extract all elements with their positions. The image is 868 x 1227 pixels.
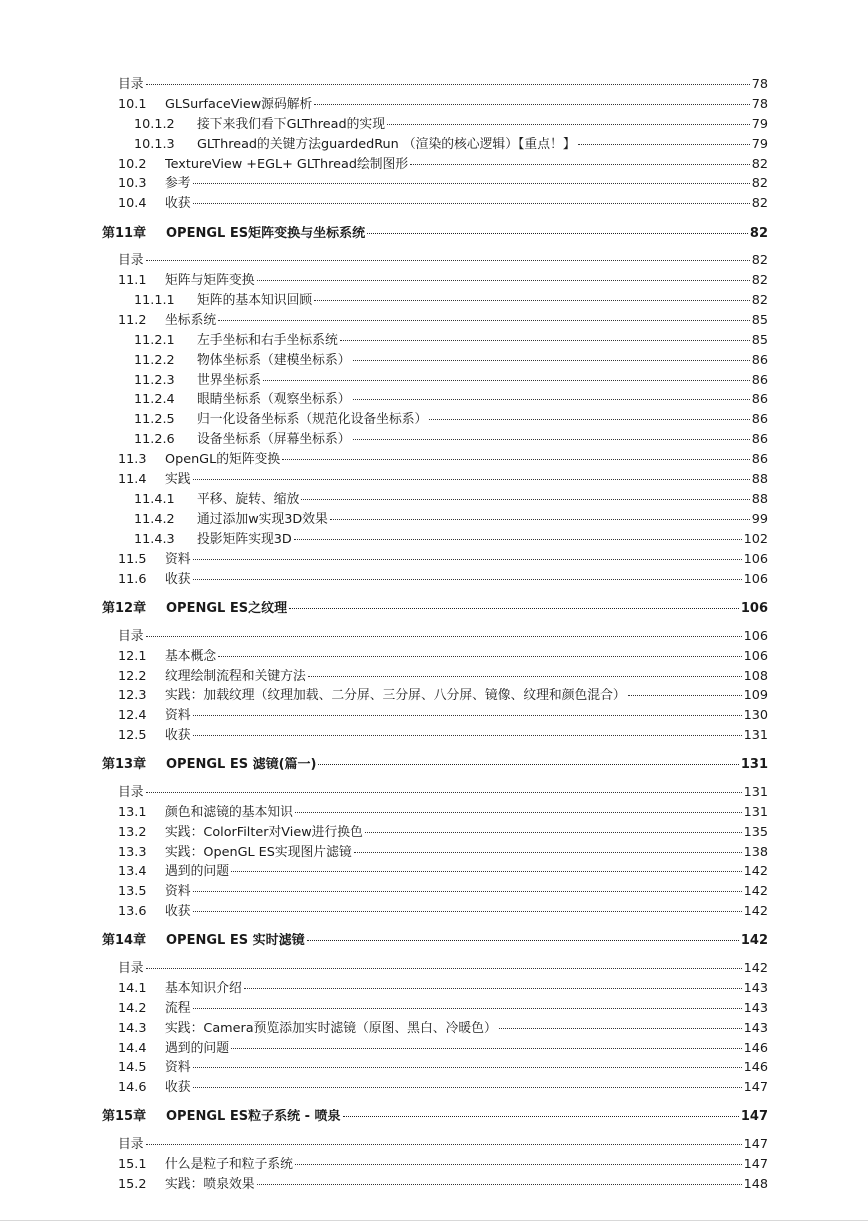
toc-entry-title: 收获 (165, 728, 191, 743)
toc-entry-title: 收获 (165, 572, 191, 587)
toc-entry-page-number: 108 (743, 669, 768, 684)
toc-entry-number: 11.4.3 (134, 532, 175, 547)
toc-entry[interactable] (0, 117, 868, 133)
toc-entry-title: 投影矩阵实现3D (197, 532, 292, 547)
toc-entry-number: 11.1 (118, 273, 147, 288)
toc-entry-title: 遇到的问题 (165, 864, 229, 879)
toc-entry[interactable] (0, 805, 868, 821)
toc-entry[interactable] (0, 572, 868, 588)
dot-leader (231, 871, 742, 872)
toc-entry-page-number: 82 (751, 273, 768, 288)
toc-entry-number: 14.6 (118, 1080, 147, 1095)
toc-entry-page-number: 79 (751, 117, 768, 132)
toc-entry-title: 基本知识介绍 (165, 981, 242, 996)
dot-leader (257, 280, 750, 281)
dot-leader (218, 320, 750, 321)
dot-leader (231, 1048, 742, 1049)
toc-entry-title: GLSurfaceView源码解析 (165, 97, 313, 112)
toc-entry-number: 13.1 (118, 805, 147, 820)
toc-entry-number: 15.1 (118, 1157, 147, 1172)
dot-leader (193, 559, 742, 560)
toc-entry-number: 11.2.5 (134, 412, 175, 427)
toc-entry-number: 11.4.2 (134, 512, 175, 527)
dot-leader (578, 144, 750, 145)
toc-entry[interactable] (0, 273, 868, 289)
toc-entry-page-number: 147 (740, 1109, 768, 1124)
toc-entry-number: 第15章 (102, 1109, 147, 1124)
toc-entry[interactable] (0, 157, 868, 173)
dot-leader (146, 1144, 742, 1145)
dot-leader (314, 104, 749, 105)
dot-leader (193, 1067, 742, 1068)
toc-entry-title: 基本概念 (165, 649, 217, 664)
toc-entry-title: OPENGL ES粒子系统 - 喷泉 (166, 1109, 341, 1124)
toc-entry-title: 目录 (118, 785, 144, 800)
toc-entry-page-number: 102 (743, 532, 768, 547)
dot-leader (193, 715, 742, 716)
toc-entry-number: 11.2.1 (134, 333, 175, 348)
toc-entry-page-number: 85 (751, 333, 768, 348)
dot-leader (146, 636, 742, 637)
dot-leader (244, 988, 742, 989)
toc-entry-page-number: 86 (751, 412, 768, 427)
toc-entry-number: 12.2 (118, 669, 147, 684)
toc-entry-title: 目录 (118, 1137, 144, 1152)
toc-entry-number: 10.1.2 (134, 117, 175, 132)
toc-entry-title: 通过添加w实现3D效果 (197, 512, 328, 527)
toc-entry-title: 什么是粒子和粒子系统 (165, 1157, 293, 1172)
toc-entry-page-number: 106 (740, 601, 768, 616)
toc-entry[interactable] (0, 137, 868, 153)
dot-leader (146, 260, 750, 261)
toc-entry-page-number: 106 (743, 649, 768, 664)
toc-entry-number: 11.3 (118, 452, 147, 467)
toc-entry-number: 14.3 (118, 1021, 147, 1036)
toc-entry-title: 收获 (165, 904, 191, 919)
toc-entry-number: 第12章 (102, 601, 147, 616)
dot-leader (257, 1184, 742, 1185)
dot-leader (343, 1116, 739, 1117)
toc-entry-title: 实践：加载纹理（纹理加载、二分屏、三分屏、八分屏、镜像、纹理和颜色混合） (165, 688, 626, 703)
toc-entry-page-number: 82 (751, 157, 768, 172)
toc-entry-title: 流程 (165, 1001, 191, 1016)
toc-entry-title: 矩阵的基本知识回顾 (197, 293, 313, 308)
toc-entry[interactable] (0, 1041, 868, 1057)
toc-entry-page-number: 86 (751, 373, 768, 388)
toc-entry-title: 目录 (118, 629, 144, 644)
toc-entry-number: 11.2.2 (134, 353, 175, 368)
toc-entry-page-number: 147 (743, 1137, 768, 1152)
toc-entry[interactable] (0, 649, 868, 665)
toc-entry-number: 11.6 (118, 572, 147, 587)
toc-entry-title: 资料 (165, 708, 191, 723)
toc-entry[interactable] (0, 688, 868, 704)
dot-leader (499, 1028, 742, 1029)
toc-entry-page-number: 142 (743, 904, 768, 919)
toc-entry-page-number: 130 (743, 708, 768, 723)
dot-leader (628, 695, 742, 696)
toc-entry-number: 11.5 (118, 552, 147, 567)
toc-entry[interactable] (0, 532, 868, 548)
toc-entry-number: 第13章 (102, 757, 147, 772)
toc-entry[interactable] (0, 1021, 868, 1037)
toc-entry-title: TextureView +EGL+ GLThread绘制图形 (165, 157, 409, 172)
toc-entry[interactable] (0, 728, 868, 744)
toc-entry-page-number: 146 (743, 1041, 768, 1056)
toc-entry[interactable] (0, 669, 868, 685)
toc-entry[interactable] (0, 373, 868, 389)
toc-chapter-entry[interactable] (0, 226, 868, 242)
toc-entry-title: 接下来我们看下GLThread的实现 (197, 117, 385, 132)
toc-entry-title: 资料 (165, 1060, 191, 1075)
toc-entry[interactable] (0, 961, 868, 977)
dot-leader (314, 300, 750, 301)
toc-entry-number: 13.4 (118, 864, 147, 879)
toc-entry-number: 第11章 (102, 226, 147, 241)
toc-entry-number: 13.6 (118, 904, 147, 919)
toc-entry-title: 世界坐标系 (197, 373, 261, 388)
toc-entry-title: 实践：ColorFilter对View进行换色 (165, 825, 363, 840)
toc-chapter-entry[interactable] (0, 601, 868, 617)
dot-leader (295, 1164, 742, 1165)
toc-entry-page-number: 106 (743, 552, 768, 567)
toc-entry-page-number: 82 (751, 196, 768, 211)
dot-leader (387, 124, 750, 125)
toc-entry-number: 11.4.1 (134, 492, 175, 507)
toc-chapter-entry[interactable] (0, 933, 868, 949)
toc-entry[interactable] (0, 313, 868, 329)
toc-entry-number: 14.1 (118, 981, 147, 996)
toc-entry-number: 11.2.6 (134, 432, 175, 447)
toc-entry-title: 参考 (165, 176, 191, 191)
toc-entry-title: 矩阵与矩阵变换 (165, 273, 255, 288)
dot-leader (146, 968, 742, 969)
dot-leader (429, 419, 749, 420)
toc-entry-page-number: 78 (751, 77, 768, 92)
dot-leader (353, 439, 750, 440)
toc-entry[interactable] (0, 1177, 868, 1193)
toc-entry[interactable] (0, 293, 868, 309)
toc-entry[interactable] (0, 512, 868, 528)
toc-entry-title: 目录 (118, 253, 144, 268)
toc-entry-number: 11.1.1 (134, 293, 175, 308)
toc-entry[interactable] (0, 884, 868, 900)
toc-entry-title: 资料 (165, 884, 191, 899)
toc-entry-number: 15.2 (118, 1177, 147, 1192)
toc-entry-title: 实践：Camera预览添加实时滤镜（原图、黑白、冷暖色） (165, 1021, 497, 1036)
dot-leader (354, 852, 742, 853)
dot-leader (307, 940, 739, 941)
toc-entry-page-number: 86 (751, 353, 768, 368)
toc-entry-page-number: 148 (743, 1177, 768, 1192)
dot-leader (218, 656, 741, 657)
toc-entry-page-number: 82 (751, 176, 768, 191)
toc-entry[interactable] (0, 785, 868, 801)
toc-entry-page-number: 142 (743, 961, 768, 976)
toc-entry[interactable] (0, 472, 868, 488)
dot-leader (318, 764, 738, 765)
dot-leader (146, 84, 750, 85)
dot-leader (193, 1087, 742, 1088)
toc-entry[interactable] (0, 1157, 868, 1173)
toc-entry-page-number: 147 (743, 1080, 768, 1095)
toc-entry-title: 眼睛坐标系（观察坐标系） (197, 392, 351, 407)
toc-entry-page-number: 78 (751, 97, 768, 112)
toc-entry-page-number: 82 (749, 226, 768, 241)
toc-entry-page-number: 79 (751, 137, 768, 152)
toc-entry-title: 颜色和滤镜的基本知识 (165, 805, 293, 820)
toc-entry-page-number: 82 (751, 253, 768, 268)
toc-entry[interactable] (0, 629, 868, 645)
toc-entry-page-number: 143 (743, 1001, 768, 1016)
toc-entry-page-number: 88 (751, 492, 768, 507)
toc-entry-title: 目录 (118, 961, 144, 976)
toc-entry-number: 11.2.3 (134, 373, 175, 388)
toc-entry-number: 11.2.4 (134, 392, 175, 407)
dot-leader (410, 164, 750, 165)
toc-entry[interactable] (0, 904, 868, 920)
toc-entry-page-number: 82 (751, 293, 768, 308)
toc-entry[interactable] (0, 97, 868, 113)
toc-entry-page-number: 86 (751, 432, 768, 447)
toc-entry-page-number: 106 (743, 572, 768, 587)
toc-entry-page-number: 143 (743, 1021, 768, 1036)
toc-entry[interactable] (0, 1080, 868, 1096)
dot-leader (193, 203, 750, 204)
dot-leader (146, 792, 742, 793)
toc-entry-title: 物体坐标系（建模坐标系） (197, 353, 351, 368)
toc-entry[interactable] (0, 412, 868, 428)
toc-entry[interactable] (0, 176, 868, 192)
dot-leader (193, 479, 750, 480)
toc-entry-page-number: 86 (751, 452, 768, 467)
toc-entry-number: 10.1 (118, 97, 147, 112)
toc-entry[interactable] (0, 432, 868, 448)
toc-entry-page-number: 142 (740, 933, 768, 948)
toc-entry[interactable] (0, 77, 868, 93)
toc-entry-number: 10.4 (118, 196, 147, 211)
toc-entry-page-number: 138 (743, 845, 768, 860)
toc-entry-number: 13.2 (118, 825, 147, 840)
toc-entry-title: 实践 (165, 472, 191, 487)
toc-entry-number: 10.3 (118, 176, 147, 191)
toc-entry-page-number: 135 (743, 825, 768, 840)
toc-entry-page-number: 142 (743, 864, 768, 879)
dot-leader (340, 340, 750, 341)
toc-entry-number: 14.5 (118, 1060, 147, 1075)
dot-leader (295, 812, 742, 813)
dot-leader (282, 459, 749, 460)
toc-entry-number: 14.2 (118, 1001, 147, 1016)
toc-entry-title: 平移、旋转、缩放 (197, 492, 300, 507)
dot-leader (353, 399, 750, 400)
toc-entry[interactable] (0, 552, 868, 568)
toc-entry-page-number: 88 (751, 472, 768, 487)
toc-entry-number: 11.2 (118, 313, 147, 328)
toc-entry-number: 10.2 (118, 157, 147, 172)
toc-entry-title: 纹理绘制流程和关键方法 (165, 669, 306, 684)
toc-entry-title: 设备坐标系（屏幕坐标系） (197, 432, 351, 447)
toc-entry[interactable] (0, 333, 868, 349)
toc-entry[interactable] (0, 392, 868, 408)
toc-entry-number: 12.5 (118, 728, 147, 743)
toc-entry-title: 坐标系统 (165, 313, 217, 328)
dot-leader (193, 183, 750, 184)
toc-entry-title: 左手坐标和右手坐标系统 (197, 333, 338, 348)
toc-entry[interactable] (0, 1001, 868, 1017)
dot-leader (330, 519, 750, 520)
dot-leader (294, 539, 742, 540)
dot-leader (365, 832, 742, 833)
toc-entry-title: 实践：OpenGL ES实现图片滤镜 (165, 845, 352, 860)
toc-entry-page-number: 109 (743, 688, 768, 703)
toc-entry-title: 遇到的问题 (165, 1041, 229, 1056)
toc-entry-page-number: 106 (743, 629, 768, 644)
toc-entry[interactable] (0, 1060, 868, 1076)
page-bottom-divider (0, 1220, 868, 1221)
dot-leader (301, 499, 749, 500)
toc-entry-page-number: 143 (743, 981, 768, 996)
toc-entry[interactable] (0, 253, 868, 269)
dot-leader (289, 608, 739, 609)
toc-entry[interactable] (0, 708, 868, 724)
toc-entry-page-number: 86 (751, 392, 768, 407)
dot-leader (193, 579, 742, 580)
toc-entry-number: 第14章 (102, 933, 147, 948)
toc-entry[interactable] (0, 1137, 868, 1153)
toc-entry[interactable] (0, 825, 868, 841)
toc-entry-number: 12.1 (118, 649, 147, 664)
toc-entry-title: OpenGL的矩阵变换 (165, 452, 281, 467)
dot-leader (193, 891, 742, 892)
toc-entry-number: 13.5 (118, 884, 147, 899)
toc-chapter-entry[interactable] (0, 757, 868, 773)
toc-entry-title: OPENGL ES 滤镜(篇一) (166, 757, 317, 772)
dot-leader (308, 676, 742, 677)
toc-entry-title: GLThread的关键方法guardedRun （渲染的核心逻辑）【重点！】 (197, 137, 576, 152)
toc-entry-number: 10.1.3 (134, 137, 175, 152)
toc-chapter-entry[interactable] (0, 1109, 868, 1125)
toc-entry[interactable] (0, 864, 868, 880)
toc-entry-title: 收获 (165, 196, 191, 211)
dot-leader (193, 735, 742, 736)
toc-entry-page-number: 142 (743, 884, 768, 899)
dot-leader (263, 380, 750, 381)
dot-leader (353, 360, 750, 361)
toc-entry-title: OPENGL ES 实时滤镜 (166, 933, 305, 948)
toc-entry-number: 12.3 (118, 688, 147, 703)
toc-entry-title: 收获 (165, 1080, 191, 1095)
toc-entry-page-number: 131 (743, 728, 768, 743)
toc-entry-title: 实践：喷泉效果 (165, 1177, 255, 1192)
dot-leader (193, 911, 742, 912)
toc-entry[interactable] (0, 196, 868, 212)
toc-entry-page-number: 146 (743, 1060, 768, 1075)
toc-entry-page-number: 99 (751, 512, 768, 527)
toc-entry[interactable] (0, 452, 868, 468)
toc-entry-title: 目录 (118, 77, 144, 92)
toc-entry-title: 资料 (165, 552, 191, 567)
toc-entry-number: 14.4 (118, 1041, 147, 1056)
toc-entry-title: 归一化设备坐标系（规范化设备坐标系） (197, 412, 428, 427)
toc-entry-number: 11.4 (118, 472, 147, 487)
toc-entry-number: 13.3 (118, 845, 147, 860)
toc-entry-page-number: 85 (751, 313, 768, 328)
dot-leader (193, 1008, 742, 1009)
toc-entry-page-number: 131 (743, 805, 768, 820)
toc-entry[interactable] (0, 492, 868, 508)
toc-entry[interactable] (0, 981, 868, 997)
dot-leader (367, 233, 748, 234)
toc-entry[interactable] (0, 353, 868, 369)
toc-entry[interactable] (0, 845, 868, 861)
toc-entry-number: 12.4 (118, 708, 147, 723)
toc-entry-title: OPENGL ES矩阵变换与坐标系统 (166, 226, 366, 241)
toc-entry-title: OPENGL ES之纹理 (166, 601, 288, 616)
toc-entry-page-number: 131 (743, 785, 768, 800)
toc-entry-page-number: 131 (740, 757, 768, 772)
toc-entry-page-number: 147 (743, 1157, 768, 1172)
